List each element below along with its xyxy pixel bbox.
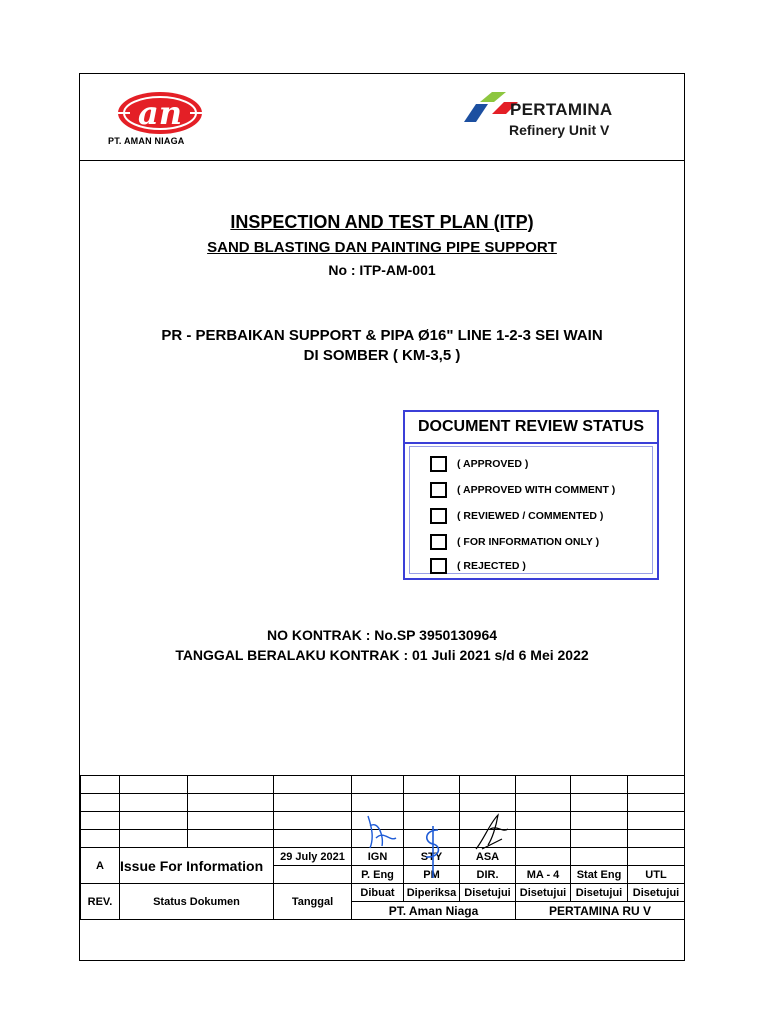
checkbox-icon[interactable] [430,482,447,498]
action-disetujui: Disetujui [460,884,516,902]
review-option-label: ( FOR INFORMATION ONLY ) [457,536,600,548]
review-option-for-information-only[interactable] [430,533,599,551]
role-dir: DIR. [460,866,516,884]
company-aman-niaga: PT. Aman Niaga [352,902,516,920]
checkbox-icon[interactable] [430,508,447,524]
document-review-status-box [403,410,659,580]
review-option-label: ( APPROVED ) [457,458,529,470]
checkbox-icon[interactable] [430,456,447,472]
document-number: No : ITP-AM-001 [328,262,436,278]
revision-date: 29 July 2021 [274,848,352,866]
initial-ign: IGN [352,848,404,866]
checkbox-icon[interactable] [430,534,447,550]
status-dokumen-header: Status Dokumen [120,884,274,920]
table-row [81,884,685,902]
role-utl: UTL [628,866,685,884]
review-option-label: ( APPROVED WITH COMMENT ) [457,484,616,496]
project-title-line2: DI SOMBER ( KM-3,5 ) [303,347,461,364]
action-disetujui: Disetujui [516,884,571,902]
signature-ign-icon [362,808,402,854]
document-subtitle: SAND BLASTING DAN PAINTING PIPE SUPPORT [207,239,557,256]
svg-text:an: an [138,94,182,132]
aman-niaga-company-name: PT. AMAN NIAGA [108,136,185,146]
rev-header: REV. [81,884,120,920]
initial-sty: STY [404,848,460,866]
role-ma-4: MA - 4 [516,866,571,884]
action-disetujui: Disetujui [628,884,685,902]
action-diperiksa: Diperiksa [404,884,460,902]
action-dibuat: Dibuat [352,884,404,902]
review-option-label: ( REVIEWED / COMMENTED ) [457,510,604,522]
review-option-approved[interactable] [430,455,528,473]
review-option-label: ( REJECTED ) [457,560,526,572]
review-option-rejected[interactable] [430,557,526,575]
checkbox-icon[interactable] [430,558,447,574]
contract-validity: TANGGAL BERALAKU KONTRAK : 01 Juli 2021 s/d 6 Mei 2022 [175,647,589,663]
project-title-line1: PR - PERBAIKAN SUPPORT & PIPA Ø16" LINE 1-2-3 SEI WAIN [161,327,603,344]
pertamina-brand-name: PERTAMINA [510,100,613,119]
review-status-options [409,446,653,574]
document-title: INSPECTION AND TEST PLAN (ITP) [230,212,534,232]
role-p-eng: P. Eng [352,866,404,884]
signature-asa-icon [472,809,512,853]
rev-a-cell: A [81,848,120,884]
company-pertamina: PERTAMINA RU V [516,902,685,920]
document-header [80,74,684,161]
status-issue-for-information: Issue For Information [120,848,274,884]
pertamina-unit-name: Refinery Unit V [509,122,610,138]
review-option-reviewed-commented[interactable] [430,507,603,525]
document-frame [79,73,685,961]
signature-sty-icon [418,824,448,880]
role-pm: PM [404,866,460,884]
initial-asa: ASA [460,848,516,866]
tanggal-header: Tanggal [274,884,352,920]
role-stat-eng: Stat Eng [571,866,628,884]
review-option-approved-with-comment[interactable] [430,481,615,499]
action-disetujui: Disetujui [571,884,628,902]
table-row [81,776,685,794]
review-status-title: DOCUMENT REVIEW STATUS [405,412,657,444]
contract-number: NO KONTRAK : No.SP 3950130964 [266,627,498,643]
